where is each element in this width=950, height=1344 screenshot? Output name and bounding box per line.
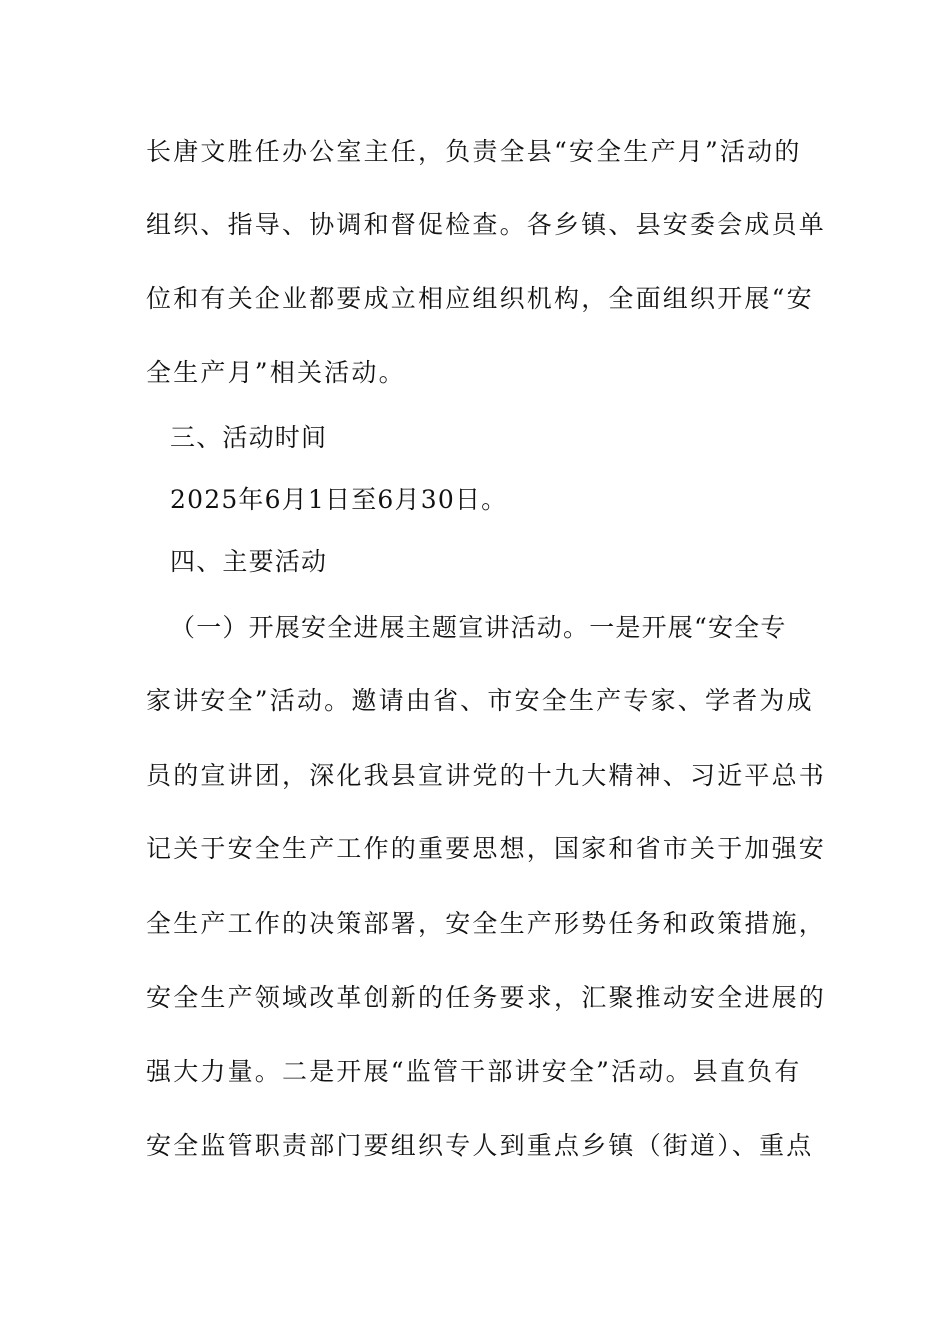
text-line: 2025年6月1日至6月30日。: [170, 485, 508, 514]
section-heading: 三、活动时间: [170, 423, 328, 452]
text-line: （一）开展安全进展主题宣讲活动。一是开展“安全专: [170, 613, 787, 642]
text-line: 位和有关企业都要成立相应组织机构，全面组织开展“安: [146, 284, 814, 313]
text-line: 组织、指导、协调和督促检查。各乡镇、县安委会成员单: [146, 210, 827, 239]
text-line: 安全生产领域改革创新的任务要求，汇聚推动安全进展的: [146, 983, 827, 1012]
text-line: 全生产月”相关活动。: [146, 358, 406, 387]
text-line: 员的宣讲团，深化我县宣讲党的十九大精神、习近平总书: [146, 761, 827, 790]
text-line: 记关于安全生产工作的重要思想，国家和省市关于加强安: [146, 834, 827, 863]
section-heading: 四、主要活动: [170, 547, 328, 576]
text-line: 长唐文胜任办公室主任，负责全县“安全生产月”活动的: [146, 137, 802, 166]
text-line: 家讲安全”活动。邀请由省、市安全生产专家、学者为成: [146, 686, 814, 715]
text-line: 全生产工作的决策部署，安全生产形势任务和政策措施，: [146, 909, 827, 938]
text-line: 强大力量。二是开展“监管干部讲安全”活动。县直负有: [146, 1057, 802, 1086]
text-line: 安全监管职责部门要组织专人到重点乡镇（街道）、重点: [146, 1131, 814, 1160]
